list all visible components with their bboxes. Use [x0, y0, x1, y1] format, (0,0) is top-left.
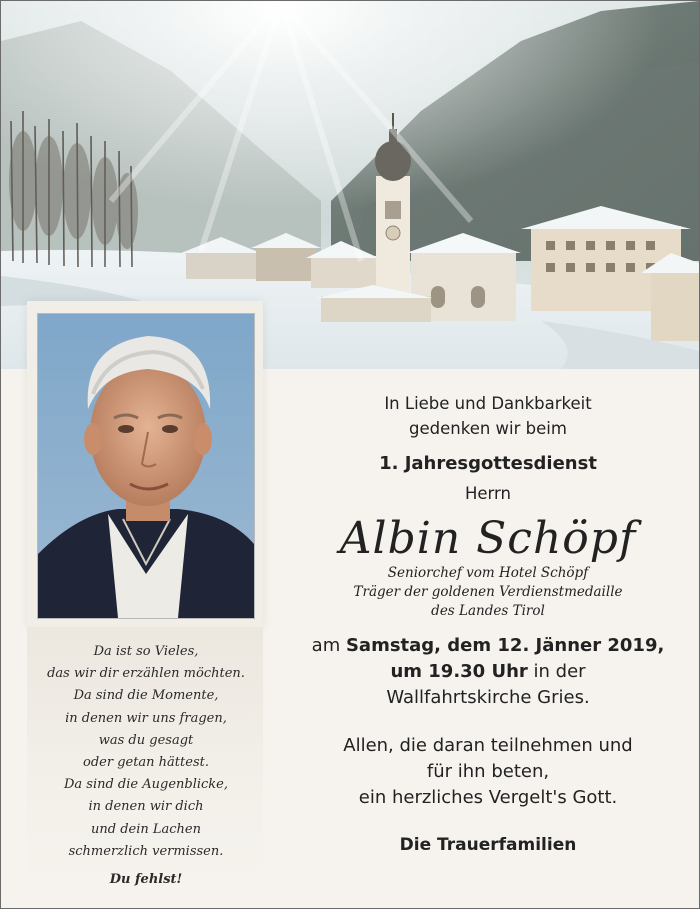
- intro: [293, 391, 683, 441]
- service-date-line: [293, 633, 683, 659]
- poem-line: das wir dir erzählen möchten.: [47, 666, 245, 682]
- poem-line: schmerzlich vermissen.: [68, 843, 224, 859]
- poem-line: Da sind die Momente,: [73, 688, 219, 704]
- thanks-line: für ihn beten,: [426, 761, 550, 782]
- service-prefix: am: [311, 635, 346, 656]
- intro-line-1: In Liebe und Dankbarkeit: [384, 394, 592, 413]
- signature: Die Trauerfamilien: [399, 835, 577, 855]
- poem-line: in denen wir uns fragen,: [65, 710, 227, 726]
- honor-line: des Landes Tirol: [431, 603, 545, 619]
- service-place: Wallfahrtskirche Gries.: [386, 687, 590, 708]
- service-details: [293, 633, 683, 711]
- poem: [1, 641, 291, 891]
- salutation: Herrn: [464, 484, 511, 503]
- poem-line: in denen wir dich: [88, 799, 204, 815]
- intro-line-2: gedenken wir beim: [409, 419, 567, 438]
- thanks-line: ein herzliches Vergelt's Gott.: [358, 787, 618, 808]
- poem-line: und dein Lachen: [91, 821, 201, 837]
- poem-line: oder getan hättest.: [83, 755, 209, 771]
- deceased-name: Albin Schöpf: [339, 513, 637, 564]
- honors: [293, 564, 683, 621]
- poem-closing: Du fehlst!: [109, 872, 183, 888]
- poem-line: Da sind die Augenblicke,: [63, 777, 229, 793]
- thanks: [293, 733, 683, 811]
- service-time-suffix: in der: [527, 661, 586, 682]
- honor-line: Träger der goldenen Verdienstmedaille: [353, 584, 623, 600]
- service-date: Samstag, dem 12. Jänner 2019,: [345, 635, 665, 656]
- poem-line: Da ist so Vieles,: [93, 644, 199, 659]
- service-time: um 19.30 Uhr: [390, 661, 528, 682]
- poem-line: was du gesagt: [98, 732, 194, 748]
- honor-line: Seniorchef vom Hotel Schöpf: [387, 565, 589, 581]
- event-title: 1. Jahresgottesdienst: [379, 453, 597, 474]
- service-time-line: [293, 659, 683, 685]
- portrait-photo: [37, 313, 255, 619]
- announcement-text: [293, 391, 683, 855]
- thanks-line: Allen, die daran teilnehmen und: [343, 735, 633, 756]
- portrait-frame: [27, 301, 263, 627]
